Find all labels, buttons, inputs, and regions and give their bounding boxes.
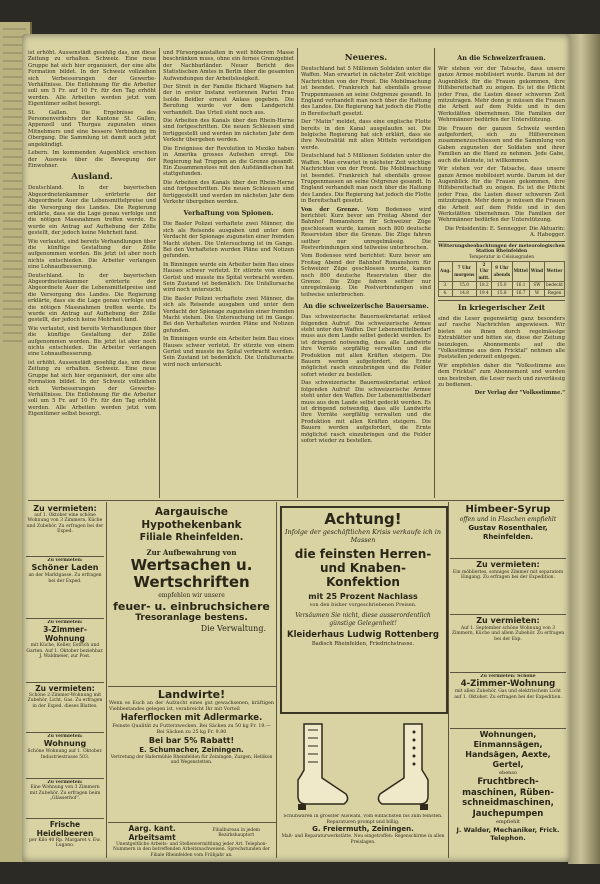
ad-title: Zu vermieten: [35, 684, 95, 693]
ad-title: Himbeer-Syrup [465, 504, 551, 515]
ad-text: per Kilo 40 Rp. Margaret v. Ew. Lugano. [29, 838, 101, 849]
ad-title: Aargauische Hypothekenbank [141, 506, 242, 531]
ad-text: empfiehlt [495, 819, 521, 825]
ad-text: Vertretung der Hafermühle Rheinfelden für Zeiningen, Zuzgen, Hellikon und Wegenstetten. [110, 754, 273, 765]
table-cell: W [529, 289, 544, 296]
machinery-ad [451, 730, 565, 858]
classified-ad [26, 780, 104, 816]
ad-firm: Gustav Rosenthaler, Rheinfelden. [468, 523, 548, 541]
article-text: St. Gallen. Die Ergebnisse des Personenverkehrs der Kantone St. Gallen, Appenzell und Thurgau zugunsten eines Mitnehmers und eine bessere Verbindung im Obergang. Die Sammlung ist damit auch jetzt angekündigt. [28, 109, 156, 148]
ad-text: Versäumen Sie nicht, diese ausserordentlich günstige Gelegenheit! [295, 612, 431, 627]
ad-text: Maß- und Reparaturwerkstätte. Neu eingetroffen: Regenschirme in allen Preislagen. [281, 834, 445, 845]
article-text: Wir empfehlen daher die "Volksstimme aus dem Fricktal" zum Abonnement und werden uns bestreben, die Leser rasch und zuverlässig zu bedienen. [438, 362, 565, 389]
ad-headline: Wohnung [43, 739, 87, 749]
ad-text: Infolge der geschäftlichen Krisis verkaufe ich in Massen [285, 528, 441, 544]
shoe-ad [280, 814, 446, 858]
article-text: Das schweizerische Bauernsekretariat erlässt folgenden Aufruf: Die schweizerische Armee steht unter den Waffen. Der Lebensmittelbedarf muss aus dem Lande selbst gedeckt werden. Es ist dringend notwendig, dass alle Landwirte ihre Vorräte sorgfältig verwalten und die Produktion mit allen Kräften steigern. Die Bauern werden aufgefordert, die Ernte möglichst rasch einzubringen und die Felder sofort wieder zu bestellen. [301, 380, 431, 444]
classified-ad [26, 558, 104, 616]
ad-text: Auf 1. September schöne Wohnung von 3 Zimmern, Küche und allem Zubehör. Zu erfragen bei der Exp. [451, 626, 565, 642]
ad-text: Ein möbliertes, sonniges Zimmer mit separatem Eingang. Zu erfragen bei der Expedition. [452, 570, 564, 581]
ad-title: Aarg. kant. Arbeitsamt [128, 824, 176, 842]
article-text: Wir stehen vor der Tatsache, dass unsere ganze Armee mobilisiert wurde. Darum ist der Augenblick für die Frauen gekommen, ihre Hilfsbereitschaft zu zeigen. Es ist die Pflicht jeder Frau, die Lasten dieser schweren Zeit mitzutragen. Mehr denn je müssen die Frauen die Arbeit auf dem Felde und in den Werkstätten übernehmen. Die Familien der Wehrmänner bedürfen der Unterstützung. [438, 166, 565, 224]
table-cell: 15.0 [452, 282, 476, 289]
ad-title: Zu vermieten: [476, 616, 540, 625]
ad-headline: die feinsten Herren- und Knaben-Konfektion [294, 547, 432, 589]
article-text: Wie verlautet, sind bereits Verhandlungen über die künftige Gestaltung der Zölle aufgenommen worden. Bis jetzt ist aber noch nichts entschieden. Die Arbeiter verlangen eine Lohnaufbesserung. [28, 325, 156, 358]
labor-office-ad [109, 824, 274, 858]
ad-text: Schuhwaren in grösster Auswahl, vom einfachsten bis zum feinsten. Reparaturen prompt und billig. [283, 814, 443, 825]
column-1 [28, 50, 156, 498]
article-text: Wie verlautet, sind bereits Verhandlungen über die künftige Gestaltung der Zölle aufgenommen worden. Bis jetzt ist aber noch nichts entschieden. Die Arbeiter verlangen eine Lohnaufbesserung. [28, 238, 156, 271]
section-heading: Verhaftung von Spionen. [183, 209, 274, 218]
article-text: In Binningen wurde ein Arbeiter beim Bau eines Hauses schwer verletzt. Er stürzte von einem Gerüst und musste ins Spital verbracht werden. Sein Zustand ist bedenklich. Die Unfallursache wird noch untersucht. [163, 261, 294, 294]
table-header: 2 Uhr mitt. [478, 261, 490, 280]
article-text: Der Streit in der Familie Richard Wagners hat der in erster Instanz verlorenen Partei Frau Isolde Beidler erneut Anlass gegeben. Die Berufung wurde vor dem Landgericht verhandelt. Das Urteil steht noch aus. [163, 84, 294, 116]
ad-headline: mit 25 Prozent Nachlass [308, 592, 418, 601]
classified-ad [26, 620, 104, 680]
ad-headline: feuer- u. einbruchsichere [113, 600, 270, 613]
article-text: Die Arbeiten des Kanals über den Rhein-Herne sind fortgeschritten. Die neuen Schleusen sind fertiggestellt und werden im nächsten Jahr dem Verkehr übergeben werden. [163, 179, 294, 205]
table-cell: 18.2 [476, 282, 491, 289]
ad-headline: Fruchtbrech-maschinen, Rüben-schneidmaschinen, Jauchepumpen [462, 777, 554, 819]
section-heading: An die Schweizerfrauen. [457, 54, 546, 62]
table-header: Wind [529, 261, 544, 281]
ad-text: an der Marktgasse. Zu erfragen bei der Exped. [28, 573, 102, 584]
ad-headline: Wertsachen u. Wertschriften [130, 556, 253, 591]
article-text: Die Basler Polizei verhaftete zwei Männer, die sich als Reisende ausgaben und unter dem Verdacht der Spionage zugunsten einer fremden Macht stehen. Die Untersuchung ist im Gange. Bei den Verhafteten wurden Pläne und Notizen gefunden. [163, 295, 294, 334]
ad-title: Zu vermieten: [47, 558, 83, 563]
table-cell: SW [529, 282, 544, 289]
article-text: Die Arbeiten des Kanals über den Rhein-Herne sind fortgeschritten. Die neuen Schleusen sind fertiggestellt und werden im nächsten Jahr dem Verkehr übergeben werden. [163, 118, 294, 144]
ad-text: offen und in Flaschen empfiehlt [459, 516, 557, 523]
weather-subtitle: Temperatur in Celsiusgraden [468, 254, 535, 260]
classified-ad [26, 684, 104, 730]
table-cell: bedeckt [546, 282, 563, 288]
ad-text: Feinste Qualität zu Futterzwecken. Bei Säcken zu 50 kg Fr. 19.— Bei Säcken zu 25 kg Fr. 9.80 [112, 723, 271, 735]
table-cell: 19.4 [476, 289, 491, 296]
article-text: und Fürsorgeanstalten in weit höherem Masse beschränken muss, ohne ein fernes Grenzgebiet der Nachbarländer. Neuer Bericht des Statistischen Amtes in Berlin über die gesamten Aufwendungen der Arbeitslosigkeit. [163, 50, 294, 82]
ad-title: Zu vermieten: Schöne [480, 674, 536, 679]
ad-title: Achtung! [324, 510, 402, 528]
ad-text: Schöne 2-Zimmer-Wohnung mit Zubehör, Licht, Gas. Zu erfragen in der Exped. dieses Blattes. [27, 693, 103, 709]
ad-firm: J. Walder, Mechaniker, Frick. Telephon. [456, 826, 560, 842]
boot-illustration [284, 720, 354, 812]
subheading: Von der Grenze. [301, 206, 360, 213]
table-cell: 15.8 [492, 289, 512, 296]
ad-text: ebenso [499, 770, 517, 776]
ad-text: Eine Wohnung von 3 Zimmern mit Zubehör. Zu erfragen beim „Glässerhof“. [29, 785, 101, 802]
weather-title: Witterungsbeobachtungen der meteorologischen Station Rheinfelden [438, 241, 565, 255]
ad-title: Zu vermieten: [47, 780, 83, 785]
article-text: In Binningen wurde ein Arbeiter beim Bau eines Hauses schwer verletzt. Er stürzte von einem Gerüst und musste ins Spital verbracht werden. Sein Zustand ist bedenklich. Die Unfallursache wird noch untersucht. [163, 336, 294, 368]
ad-headline: 3-Zimmer-Wohnung [43, 625, 87, 644]
ad-headline: Bei bar 5% Rabatt! [148, 735, 235, 745]
clothing-ad [284, 510, 442, 708]
signature-line: Die Präsidentin: E. Sennegger. Die Aktuarin: A. Habegger. [444, 225, 565, 239]
ad-text: Unentgeltliche Arbeits- und Stellenvermittlung jeder Art. Telephon-Nummern in den betreffenden Arbeitsnachweisen. Sprechstunden der Filiale Rheinfelden vom Frühjahr an. [113, 842, 270, 858]
article-text: Die Basler Polizei verhaftete zwei Männer, die sich als Reisende ausgaben und unter dem Verdacht der Spionage zugunsten einer fremden Macht stehen. Die Untersuchung ist im Gange. Bei den Verhafteten wurden Pläne und Notizen gefunden. [163, 221, 294, 260]
ad-text: Badisch Rheinfelden, Friedrichstrasse. [311, 641, 415, 647]
article-text: sind die Leser gegenwärtig ganz besonders auf rasche Nachrichten angewiesen. Wir bieten sie ihnen durch regelmässige Extrablätter und bitten sie, diese der Zeitung beizulegen. Abonnements auf die "Volksstimme aus dem Fricktal" nehmen alle Poststellen jederzeit entgegen. [438, 316, 565, 361]
section-heading: An die schweizerische Bauersame. [303, 302, 429, 311]
ad-firm: Kleiderhaus Ludwig Rottenberg [287, 630, 439, 640]
table-cell: 14.8 [452, 289, 476, 296]
ad-headline: Wohnungen, Einmannsägen, Handsägen, Aexte, Gertel, [465, 730, 551, 769]
article-text: Wir stehen vor der Tatsache, dass unsere ganze Armee mobilisiert wurde. Darum ist der Augenblick für die Frauen gekommen, ihre Hilfsbereitschaft zu zeigen. Es ist die Pflicht jeder Frau, die Lasten dieser schweren Zeit mitzutragen. Mehr denn je müssen die Frauen die Arbeit auf dem Felde und in den Werkstätten übernehmen. Die Familien der Wehrmänner bedürfen der Unterstützung. [438, 66, 565, 124]
column-3 [301, 50, 431, 498]
table-cell: 15.0 [492, 282, 512, 289]
ad-headline: 4-Zimmer-Wohnung [460, 679, 556, 690]
ad-firm: G. Freiermuth, Zeiningen. [312, 825, 414, 834]
table-cell: 4. [439, 289, 453, 296]
table-header: 7 Uhr morgens [452, 261, 476, 281]
ad-title: Zu vermieten: [47, 620, 83, 625]
table-header: Wetter [545, 261, 565, 281]
article-text: Vom Bodensee wird berichtet: Kurz bevor am Freitag Abend der Bahnhof Romanshorn für Schweizer Züge geschlossen wurde, kamen noch 800 deutsche Reservisten über die Grenze. Die Züge fahren seither nur unregelmässig. Die Postverbindungen sind teilweise unterbrochen. [301, 253, 431, 298]
ad-headline: Haferflocken mit Adlermarke. [120, 712, 263, 723]
table-cell: Regen [545, 289, 565, 296]
ad-headline: Frische Heidelbeeren [36, 820, 94, 838]
ad-firm: E. Schumacher, Zeiningen. [139, 745, 244, 754]
article-text: Die Frauen der ganzen Schweiz werden aufgefordert, sich zu Hilfsvereinen zusammenzuschliessen und die Sammlung von Gaben zugunsten der Soldaten und ihrer Familien an die Hand zu nehmen. Jede Gabe, auch die kleinste, ist willkommen. [438, 125, 565, 164]
table-cell: 16.1 [512, 282, 529, 289]
bank-ad [109, 506, 274, 684]
ad-text: Zur Aufbewahrung von [146, 548, 237, 557]
column-4 [438, 50, 565, 498]
table-row [439, 289, 565, 296]
ad-text: Wenn es Euch an der Aufzucht eines gut gewachsenen, kräftigen Viehbestandes gelegen ist, verabreicht Ihr mit Vorteil [109, 701, 274, 712]
article-text: Deutschland. In der bayerischen Abgeordnetenkammer erörterte der Abgeordnete Auer die Lebensmittelpreise und die Versorgung des Landes. Die Regierung erklärte, dass sie die Lage genau verfolge und die nötigen Massnahmen treffen werde. Es wurde ein Antrag auf Aufhebung der Zölle gestellt, der jedoch keine Mehrheit fand. [28, 272, 156, 324]
syrup-ad [451, 504, 565, 556]
table-header: Aug. [439, 261, 453, 281]
classified-ad [26, 504, 104, 556]
boot-illustration [372, 720, 442, 812]
ad-text: mit Küche, Keller, Estrich und Garten. Auf 1. Oktober beziehbar. J. Waldmeier, zur Post. [26, 643, 104, 660]
ad-signature: Die Verwaltung. [200, 624, 266, 633]
ad-text: empfehlen wir unsere [158, 592, 225, 599]
article-text: Der "Matin" meldet, dass eine englische Flotte bereits in den Kanal ausgelaufen sei. Die belgische Regierung hat sich erklärt, dass sie ihre Neutralität mit allen Mitteln verteidigen werde. [301, 119, 431, 151]
ad-subtitle: Filialbureau in jedem Bezirkshauptort [212, 828, 260, 838]
ad-title: Zu vermieten: [47, 734, 83, 739]
classified-ad [451, 560, 565, 612]
article-text: Das schweizerische Bauernsekretariat erlässt folgenden Aufruf: Die schweizerische Armee steht unter den Waffen. Der Lebensmittelbedarf muss aus dem Lande selbst gedeckt werden. Es ist dringend notwendig, dass alle Landwirte ihre Vorräte sorgfältig verwalten und die Produktion mit allen Kräften steigern. Die Bauern werden aufgefordert, die Ernte möglichst rasch einzubringen und die Felder sofort wieder zu bestellen. [301, 314, 431, 378]
article-text: Deutschland. In der bayerischen Abgeordnetenkammer erörterte der Abgeordnete Auer die Lebensmittelpreise und die Versorgung des Landes. Die Regierung erklärte, dass sie die Lage genau verfolge und die nötigen Massnahmen treffen werde. Es wurde ein Antrag auf Aufhebung der Zölle gestellt, der jedoch keine Mehrheit fand. [28, 185, 156, 237]
farmer-ad [109, 688, 274, 820]
ad-text: von den bisher vorgeschriebenen Preisen. [309, 602, 417, 608]
ad-subtitle: Filiale Rheinfelden. [139, 532, 244, 543]
article-text: ist erhöht. Aussenstädt gesehlig das, um diese Zeitung zu erhalten. Schweiz. Eine neue Gruppe hat sich hier organisiert, der eine alte Formation bildet. In der Schweiz vollziehen sich Verbesserungen der Gewerbe-Verhältnisse. Die Entlohnung für die Arbeiter soll um 5 Fr. auf 10 Fr. für den Tag erhöht werden. Alle Arbeiten werden jetzt vom Eigentümer selbst besorgt. [28, 50, 156, 108]
signature-line: Der Verlag der "Volksstimme." [474, 390, 565, 397]
table-header-row [439, 261, 565, 281]
section-heading: In kriegerischer Zeit [438, 300, 565, 313]
article-text: Deutschland hat 5 Millionen Soldaten unter die Waffen. Man erwartet in nächster Zeit wichtige Nachrichten von der Front. Die Mobilmachung ist beendet. Frankreich hat ebenfalls grosse Truppenmassen an seine Ostgrenze gesandt. In England verhandelt man noch über die Haltung des Landes. Die Regierung hat jedoch die Flotte in Bereitschaft gesetzt. [301, 153, 431, 205]
table-row [439, 282, 565, 289]
table-header: Mittel [512, 261, 529, 281]
table-header: 9 Uhr abends [492, 261, 512, 281]
ad-title: Zu vermieten: [33, 504, 97, 513]
newspaper-page [22, 34, 570, 862]
article-text: ist erhöht. Aussenstädt gesehlig das, um diese Zeitung zu erhalten. Schweiz. Eine neue Gruppe hat sich hier organisiert, der eine alte Formation bildet. In der Schweiz vollziehen sich Verbesserungen der Gewerbe-Verhältnisse. Die Entlohnung für die Arbeiter soll um 5 Fr. auf 10 Fr. für den Tag erhöht werden. Alle Arbeiten werden jetzt vom Eigentümer selbst besorgt. [28, 359, 156, 418]
ad-headline: Schöner Laden [31, 563, 99, 573]
article-text: Die Ereignisse der Revolution in Mexiko haben in Amerika grosses Aufsehen erregt. Die Regierung hat Truppen an die Grenze gesandt. Ein Zusammenstoss mit den Aufständischen hat stattgefunden. [163, 145, 294, 178]
column-2 [163, 50, 294, 498]
table-cell: 3. [439, 282, 453, 289]
article-text: Deutschland hat 5 Millionen Soldaten unter die Waffen. Man erwartet in nächster Zeit wichtige Nachrichten von der Front. Die Mobilmachung ist beendet. Frankreich hat ebenfalls grosse Truppenmassen an seine Ostgrenze gesandt. In England verhandelt man noch über die Haltung des Landes. Die Regierung hat jedoch die Flotte in Bereitschaft gesetzt. [301, 66, 431, 117]
weather-table [438, 261, 565, 297]
ad-text: auf 1. Oktober eine schöne Wohnung von 3 Zimmern, Küche und Zubehör. Zu erfragen bei der Exped. [26, 513, 104, 535]
section-heading: Ausland. [71, 172, 113, 183]
section-heading: Neueres. [344, 53, 388, 63]
ad-text: Tresoranlage bestens. [135, 613, 248, 623]
classified-ad [451, 674, 565, 726]
ad-title: Landwirte! [157, 688, 226, 701]
ad-title: Zu vermieten: [476, 560, 540, 569]
article-text: Lebern. Im kommenden Augenblick erschien der Ausweis über die Bewegung der Einwohner. [28, 150, 156, 169]
article-text: Vom Bodensee wird berichtet: Kurz bevor am Freitag Abend der Bahnhof Romanshorn für Schweizer Züge geschlossen wurde, kamen noch 800 deutsche Reservisten über die Grenze. Die Züge fahren seither nur unregelmässig. Die Postverbindungen sind teilweise unterbrochen. [301, 206, 431, 251]
classified-ad [26, 734, 104, 776]
ad-text: Schöne Wohnung auf 1. Oktober. Industriestrasse 503. [27, 749, 103, 760]
classified-ad [26, 820, 104, 856]
ad-text: mit allen Zubehör, Gas und elektrischem Licht auf 1. Oktober. Zu erfragen bei der Expedition. [454, 689, 562, 700]
table-cell: 16.7 [512, 289, 529, 296]
binding-spine [568, 34, 600, 864]
classified-ad [451, 616, 565, 670]
